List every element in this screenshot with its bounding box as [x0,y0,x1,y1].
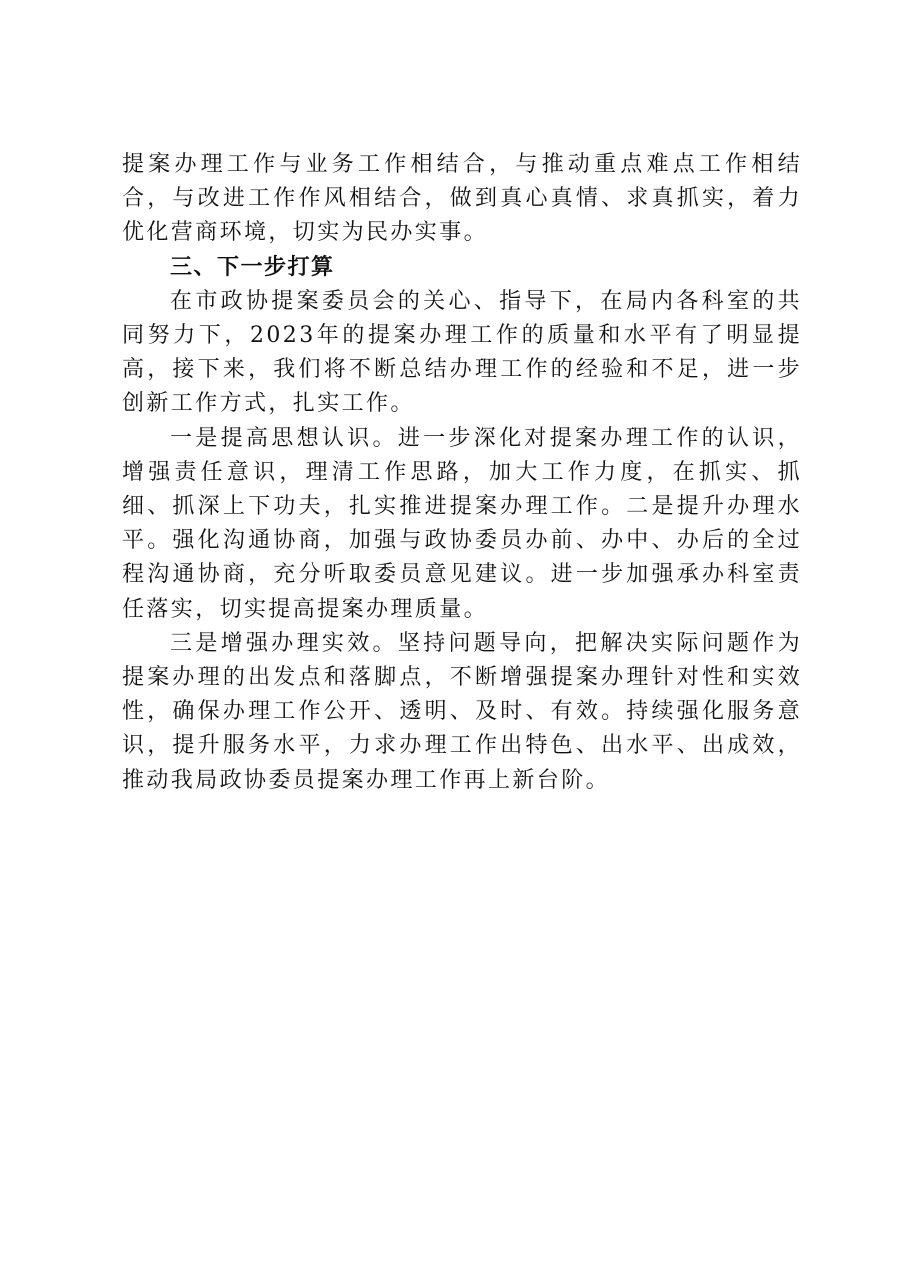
paragraph: 三是增强办理实效。坚持问题导向，把解决实际问题作为提案办理的出发点和落脚点，不断增强提案办理针对性和实效性，确保办理工作公开、透明、及时、有效。持续强化服务意识，提升服务水平，力求办理工作出特色、出水平、出成效，推动我局政协委员提案办理工作再上新台阶。 [122,630,802,793]
paragraph: 在市政协提案委员会的关心、指导下，在局内各科室的共同努力下，2023年的提案办理工作的质量和水平有了明显提高，接下来，我们将不断总结办理工作的经验和不足，进一步创新工作方式，扎实工作。 [122,288,802,417]
paragraph-continuation: 提案办理工作与业务工作相结合，与推动重点难点工作相结合，与改进工作作风相结合，做到真心真情、求真抓实，着力优化营商环境，切实为民办实事。 [122,152,802,246]
paragraph: 一是提高思想认识。进一步深化对提案办理工作的认识，增强责任意识，理清工作思路，加大工作力度，在抓实、抓细、抓深上下功夫，扎实推进提案办理工作。二是提升办理水平。强化沟通协商，加强与政协委员办前、办中、办后的全过程沟通协商，充分听取委员意见建议。进一步加强承办科室责任落实，切实提高提案办理质量。 [122,425,802,622]
document-body [122,148,802,798]
section-heading: 三、下一步打算 [170,254,335,280]
